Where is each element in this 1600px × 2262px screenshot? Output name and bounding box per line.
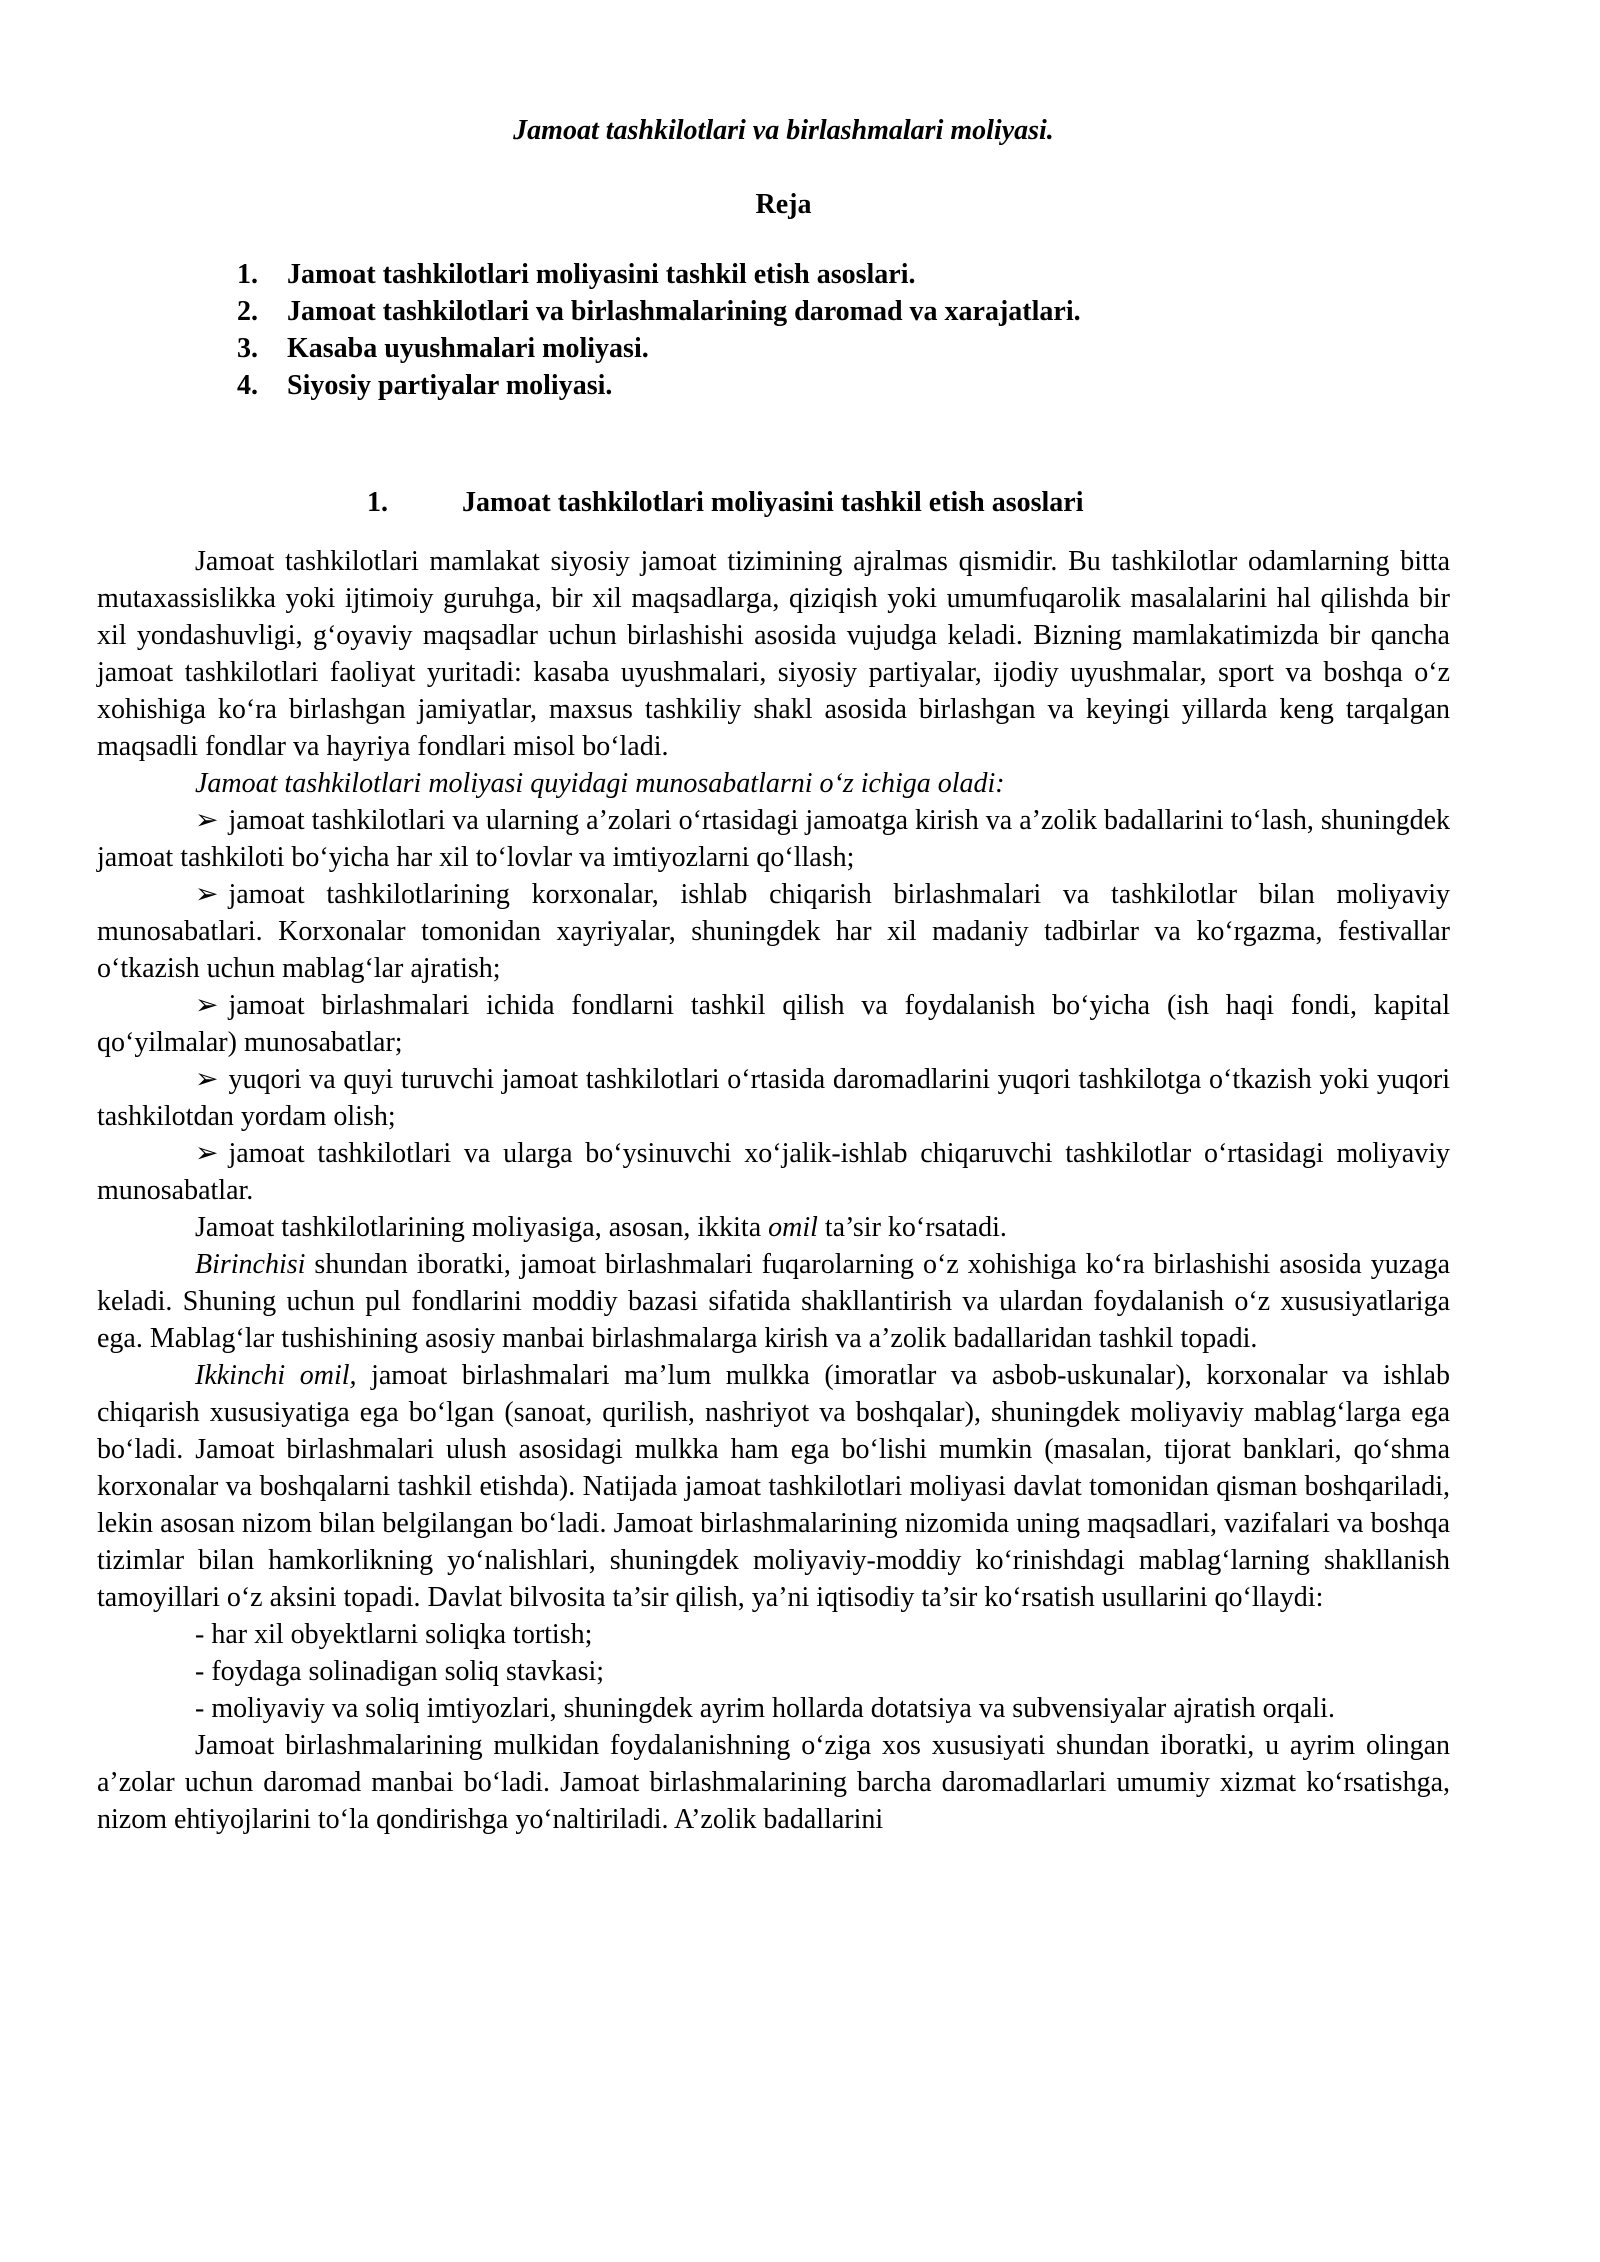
dash-item: - moliyaviy va soliq imtiyozlari, shuningdek ayrim hollarda dotatsiya va subvensiyalar ajratish orqali. <box>195 1693 1335 1724</box>
text-run: ta’sir ko‘rsatadi. <box>817 1212 1007 1243</box>
arrow-bullet-icon: ➢ <box>195 990 219 1021</box>
plan-item <box>237 256 1450 293</box>
plan-item <box>237 293 1450 330</box>
bullet-item <box>97 1135 1450 1209</box>
bullet-item <box>97 876 1450 987</box>
dash-item: - foydaga solinadigan soliq stavkasi; <box>195 1656 605 1687</box>
bullet-text: jamoat tashkilotlarining korxonalar, ishlab chiqarish birlashmalari va tashkilotlar bilan moliyaviy munosabatlari. Korxonalar tomonidan xayriyalar, shuningdek har xil madaniy tadbirlar va ko‘rgazma, festivallar o‘tkazish uchun mablag‘lar ajratish; <box>97 879 1450 984</box>
plan-item-text: Siyosiy partiyalar moliyasi. <box>287 370 613 401</box>
italic-text: Jamoat tashkilotlari moliyasi quyidagi munosabatlarni o‘z ichiga oladi: <box>195 768 1005 799</box>
section-title: Jamoat tashkilotlari moliyasini tashkil etish asoslari <box>462 487 1084 518</box>
arrow-bullet-icon: ➢ <box>195 879 219 910</box>
bullet-item <box>97 1061 1450 1135</box>
paragraph: Jamoat tashkilotlari mamlakat siyosiy jamoat tizimining ajralmas qismidir. Bu tashkilotlar odamlarning bitta mutaxassislikka yoki ijtimoiy guruhga, bir xil maqsadlarga, qiziqish yoki umumfuqarolik masalalarini hal qilishda bir xil yondashuvligi, g‘oyaviy maqsadlar uchun birlashishi asosida vujudga keladi. Bizning mamlakatimizda bir qancha jamoat tashkilotlari faoliyat yuritadi: kasaba uyushmalari, siyosiy partiyalar, ijodiy uyushmalar, sport va boshqa o‘z xohishiga ko‘ra birlashgan jamiyatlar, maxsus tashkiliy shakl asosida birlashgan va keyingi yillarda keng tarqalgan maqsadli fondlar va hayriya fondlari misol bo‘ladi. <box>97 546 1450 762</box>
bullet-text: jamoat birlashmalari ichida fondlarni tashkil qilish va foydalanish bo‘yicha (ish haqi fondi, kapital qo‘yilmalar) munosabatlar; <box>97 990 1450 1058</box>
text-run: jamoat birlashmalari ma’lum mulkka (imoratlar va asbob-uskunalar), korxonalar va ishlab chiqarish xususiyatiga ega bo‘lgan (sanoat, qurilish, nashriyot va boshqalar), shuningdek moliyaviy mablag‘larga ega bo‘ladi. Jamoat birlashmalari ulush asosidagi mulkka ham ega bo‘lishi mumkin (masalan, tijorat banklari, qo‘shma korxonalar va boshqalarni tashkil etishda). Natijada jamoat tashkilotlari moliyasi davlat tomonidan qisman boshqariladi, lekin asosan nizom bilan belgilangan bo‘ladi. Jamoat birlashmalarining nizomida uning maqsadlari, vazifalari va boshqa tizimlar bilan hamkorlikning yo‘nalishlari, shuningdek moliyaviy-moddiy ko‘rinishdagi mablag‘larning shakllanish tamoyillari o‘z aksini topadi. Davlat bilvosita ta’sir qilish, ya’ni iqtisodiy ta’sir ko‘rsatish usullarini qo‘llaydi: <box>97 1360 1450 1613</box>
italic-text: Ikkinchi omil, <box>195 1360 357 1391</box>
paragraph-intro <box>97 765 1450 802</box>
text-run: Jamoat tashkilotlarining moliyasiga, asosan, ikkita <box>195 1212 769 1243</box>
plan-item <box>237 330 1450 367</box>
plan-item-text: Jamoat tashkilotlari moliyasini tashkil etish asoslari. <box>287 259 916 290</box>
paragraph: Jamoat birlashmalarining mulkidan foydalanishning o‘ziga xos xususiyati shundan iboratki, u ayrim olingan a’zolar uchun daromad manbai bo‘ladi. Jamoat birlashmalarining barcha daromadlarlari umumiy xizmat ko‘rsatishga, nizom ehtiyojlarini to‘la qondirishga yo‘naltiriladi. A’zolik badallarini <box>97 1730 1450 1835</box>
plan-item <box>237 367 1450 404</box>
bullet-item <box>97 802 1450 876</box>
plan-item-number: 2. <box>237 296 258 327</box>
arrow-bullet-icon: ➢ <box>195 805 219 836</box>
document-title: Jamoat tashkilotlari va birlashmalari moliyasi. <box>513 115 1054 146</box>
paragraph <box>97 1209 1450 1246</box>
plan-list <box>97 256 1450 404</box>
bullet-item <box>97 987 1450 1061</box>
italic-text: omil <box>768 1212 818 1243</box>
arrow-bullet-icon: ➢ <box>195 1138 219 1169</box>
paragraph <box>97 1246 1450 1357</box>
section-number: 1. <box>367 487 388 518</box>
paragraph <box>97 1357 1450 1616</box>
plan-item-number: 1. <box>237 259 258 290</box>
text-run: shundan iboratki, jamoat birlashmalari fuqarolarning o‘z xohishiga ko‘ra birlashishi asosida yuzaga keladi. Shuning uchun pul fondlarini moddiy bazasi sifatida shakllantirish va ulardan foydalanish o‘z xususiyatlariga ega. Mablag‘lar tushishining asosiy manbai birlashmalarga kirish va a’zolik badallaridan tashkil topadi. <box>97 1249 1450 1354</box>
plan-item-number: 4. <box>237 370 258 401</box>
bullet-text: jamoat tashkilotlari va ularga bo‘ysinuvchi xo‘jalik-ishlab chiqaruvchi tashkilotlar o‘rtasidagi moliyaviy munosabatlar. <box>97 1138 1450 1206</box>
bullet-text: yuqori va quyi turuvchi jamoat tashkilotlari o‘rtasida daromadlarini yuqori tashkilotga o‘tkazish yoki yuqori tashkilotdan yordam olish; <box>97 1064 1450 1132</box>
section-heading <box>97 484 1450 521</box>
plan-item-text: Jamoat tashkilotlari va birlashmalarining daromad va xarajatlari. <box>287 296 1081 327</box>
arrow-bullet-icon: ➢ <box>195 1064 219 1095</box>
bullet-text: jamoat tashkilotlari va ularning a’zolari o‘rtasidagi jamoatga kirish va a’zolik badallarini to‘lash, shuningdek jamoat tashkiloti bo‘yicha har xil to‘lovlar va imtiyozlarni qo‘llash; <box>97 805 1450 873</box>
plan-heading: Reja <box>755 189 812 220</box>
italic-text: Birinchisi <box>195 1249 306 1280</box>
plan-item-text: Kasaba uyushmalari moliyasi. <box>287 333 649 364</box>
plan-item-number: 3. <box>237 333 258 364</box>
dash-item: - har xil obyektlarni soliqka tortish; <box>195 1619 593 1650</box>
